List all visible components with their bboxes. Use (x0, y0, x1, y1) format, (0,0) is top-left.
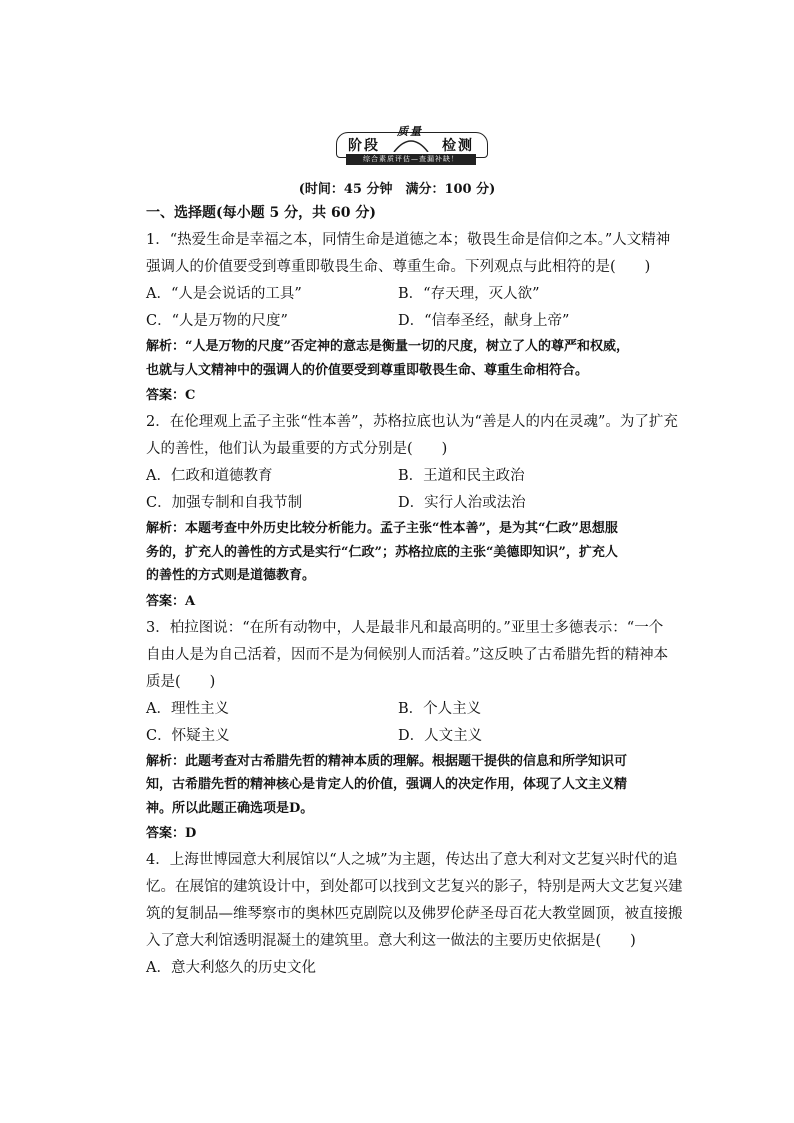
option-row (146, 490, 676, 517)
explanation-line: 的善性的方式则是道德教育。 (146, 568, 316, 583)
banner-small-text: 质量 (397, 125, 423, 138)
explanation-line: 也就与人文精神中的强调人的价值要受到尊重即敬畏生命、尊重生命相符合。 (146, 362, 589, 378)
banner-right-text: 检测 (442, 138, 474, 154)
section-title: 一、选择题(每小题 5 分，共 60 分) (146, 205, 376, 221)
option-c: C．怀疑主义 (146, 727, 230, 744)
question-3 (146, 615, 676, 848)
question-block (146, 200, 683, 982)
explanation-line: 务的，扩充人的善性的方式是实行“仁政”；苏格拉底的主张“美德即知识”，扩充人 (146, 544, 618, 560)
question-stem-line: 3．柏拉图说：“在所有动物中，人是最非凡和最高明的。”亚里士多德表示：“一个 (146, 619, 664, 636)
section-banner (336, 125, 486, 166)
question-stem-line: 忆。在展馆的建筑设计中，到处都可以找到文艺复兴的影子，特别是两大文艺复兴建 (146, 879, 683, 895)
question-stem-line: 质是( ) (146, 673, 216, 690)
option-b: B．“存天理，灭人欲” (398, 286, 540, 302)
question-stem-line: 自由人是为自己活着，因而不是为伺候别人而活着。”这反映了古希腊先哲的精神本 (146, 646, 669, 663)
explanation-line: 知，古希腊先哲的精神核心是肯定人的价值，强调人的决定作用，体现了人文主义精 (146, 777, 628, 792)
option-row (146, 308, 676, 335)
banner-strip-text: 综合素质评估—查漏补缺！ (346, 154, 476, 165)
explanation-line: 解析：此题考查对古希腊先哲的精神本质的理解。根据题干提供的信息和所学知识可 (146, 753, 628, 769)
option-row (146, 723, 676, 750)
option-a: A．“人是会说话的工具” (146, 286, 302, 302)
question-2 (146, 409, 676, 615)
explanation-line: 解析：本题考查中外历史比较分析能力。孟子主张“性本善”，是为其“仁政”思想服 (146, 521, 618, 536)
option-b: B．王道和民主政治 (398, 468, 525, 484)
option-d: D．“信奉圣经，献身上帝” (398, 313, 570, 329)
option-a: A．理性主义 (146, 700, 229, 717)
question-stem-line: 人的善性，他们认为最重要的方式分别是( ) (146, 441, 448, 457)
question-stem-line: 4．上海世博园意大利展馆以“人之城”为主题，传达出了意大利对文艺复兴时代的追 (146, 852, 678, 868)
explanation-line: 解析：“人是万物的尺度”否定神的意志是衡量一切的尺度，树立了人的尊严和权威， (146, 339, 629, 354)
option-row (146, 463, 676, 490)
option-row (146, 281, 676, 308)
option-d: D．实行人治或法治 (398, 495, 526, 511)
option-c: C．加强专制和自我节制 (146, 495, 303, 511)
question-stem-line: 2．在伦理观上孟子主张“性本善”，苏格拉底也认为“善是人的内在灵魂”。为了扩充 (146, 414, 678, 430)
question-stem-line: 强调人的价值要受到尊重即敬畏生命、尊重生命。下列观点与此相符的是( ) (146, 259, 651, 275)
option-b: B．个人主义 (398, 700, 482, 717)
exam-subtitle: (时间：45 分钟 满分：100 分) (298, 182, 496, 197)
answer: 答案：D (146, 826, 197, 841)
option-a: A．意大利悠久的历史文化 (146, 960, 316, 976)
answer: 答案：A (146, 593, 196, 609)
option-a: A．仁政和道德教育 (146, 468, 273, 484)
option-c: C．“人是万物的尺度” (146, 313, 288, 329)
question-stem-line: 筑的复制品—维琴察市的奥林匹克剧院以及佛罗伦萨圣母百花大教堂圆顶，被直接搬 (146, 906, 683, 922)
question-1 (146, 227, 676, 409)
question-stem-line: 入了意大利馆透明混凝土的建筑里。意大利这一做法的主要历史依据是( ) (146, 933, 636, 949)
option-row (146, 696, 676, 723)
option-d: D．人文主义 (398, 727, 483, 744)
banner-left-text: 阶段 (348, 138, 380, 154)
answer: 答案：C (146, 388, 196, 403)
question-stem-line: 1．“热爱生命是幸福之本，同情生命是道德之本；敬畏生命是信仰之本。”人文精神 (146, 232, 671, 248)
explanation-line: 神。所以此题正确选项是D。 (146, 800, 314, 816)
question-4 (146, 847, 683, 982)
